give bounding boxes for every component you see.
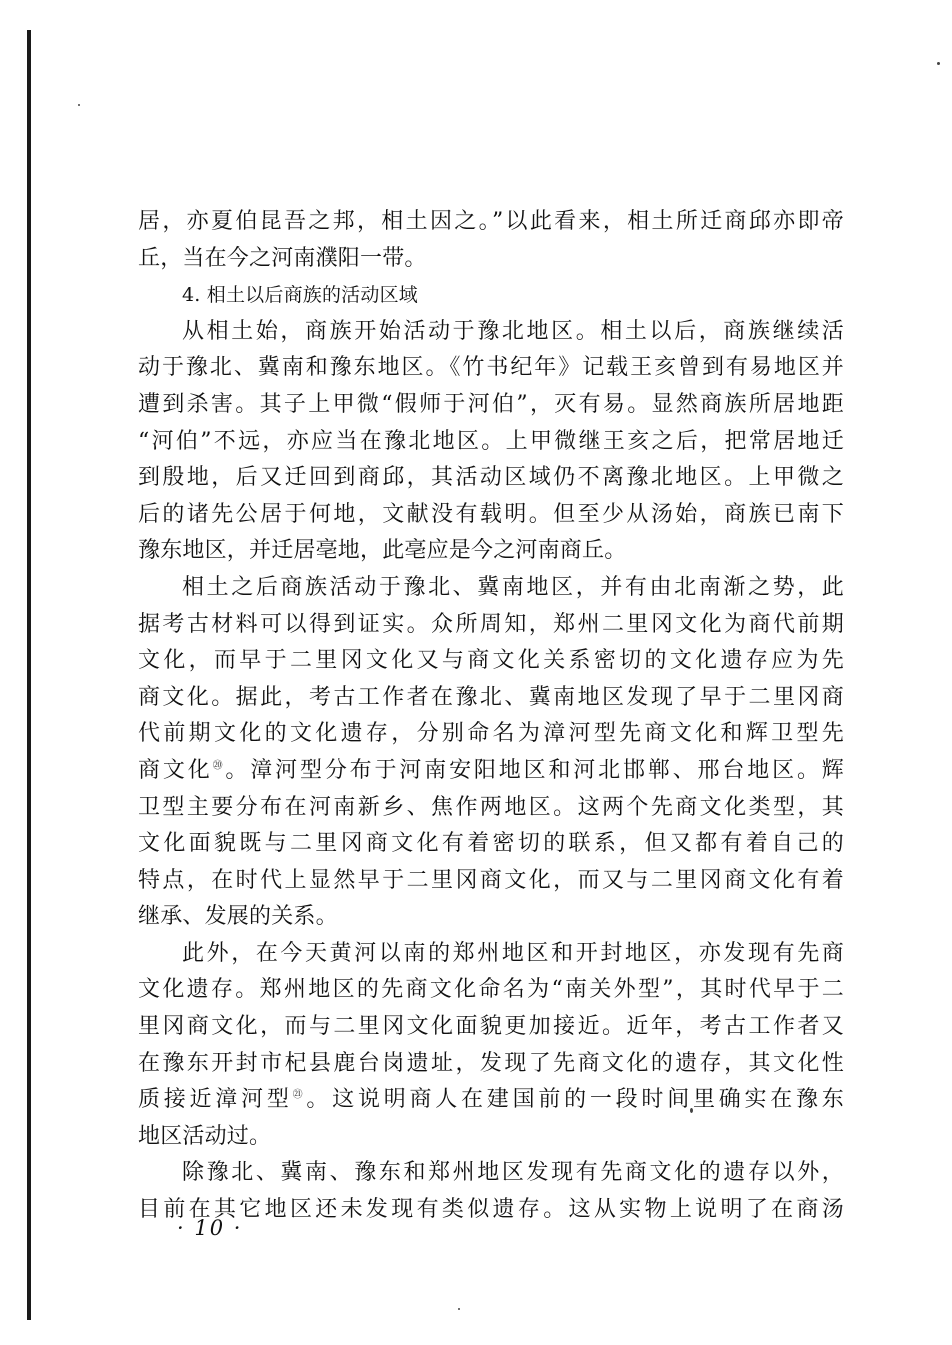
- heading-text: 4. 相土以后商族的活动区域: [182, 284, 418, 307]
- text-segment: 商文化: [138, 757, 213, 783]
- paragraph: [138, 936, 844, 1156]
- footnote-marker: ⑳: [212, 760, 226, 772]
- paragraph: [138, 314, 844, 570]
- paragraph: [138, 570, 844, 936]
- text-segment: 质接近漳河型: [138, 1087, 293, 1113]
- text-line: 相土之后商族活动于豫北、冀南地区，并有由北南渐之势，此: [182, 574, 844, 600]
- text-line: 文化，而早于二里冈文化又与商文化关系密切的文化遗存应为先: [138, 648, 844, 674]
- text-line: 特点，在时代上显然早于二里冈商文化，而又与二里冈商文化有着: [138, 867, 844, 893]
- text-line: 到殷地，后又迁回到商邱，其活动区域仍不离豫北地区。上甲微之: [138, 465, 844, 491]
- text-line: 卫型主要分布在河南新乡、焦作两地区。这两个先商文化类型，其: [138, 794, 844, 820]
- text-line: 除豫北、冀南、豫东和郑州地区发现有先商文化的遗存以外，: [182, 1160, 844, 1186]
- footnote-marker: ㉑: [292, 1089, 307, 1101]
- paragraph: [138, 204, 844, 277]
- text-line: “河伯”不远，亦应当在豫北地区。上甲微继王亥之后，把常居地迁: [138, 428, 844, 454]
- text-segment: 。这说明商人在建国前的一段时间里确实在豫东: [306, 1087, 845, 1113]
- text-line: 从相土始，商族开始活动于豫北地区。相土以后，商族继续活: [182, 318, 844, 344]
- scan-speck: [78, 104, 80, 106]
- text-line: 豫东地区，并迁居亳地，此亳应是今之河南商丘。: [138, 538, 627, 564]
- text-line: 目前在其它地区还未发现有类似遗存。这从实物上说明了在商汤: [138, 1197, 844, 1223]
- text-line: 后的诸先公居于何地，文献没有载明。但至少从汤始，商族已南下: [138, 501, 844, 527]
- text-segment: 。漳河型分布于河南安阳地区和河北邯郸、邢台地区。辉: [225, 757, 844, 783]
- scan-speck: [458, 1308, 460, 1310]
- text-line: 动于豫北、冀南和豫东地区。《竹书纪年》记载王亥曾到有易地区并: [138, 355, 844, 381]
- text-line: 遭到杀害。其子上甲微“假师于河伯”，灭有易。显然商族所居地距: [138, 391, 844, 417]
- text-line: 在豫东开封市杞县鹿台岗遗址，发现了先商文化的遗存，其文化性: [138, 1050, 844, 1076]
- binding-edge: [27, 30, 31, 1320]
- text-line: 丘，当在今之河南濮阳一带。: [138, 245, 427, 271]
- paragraph: [138, 1155, 844, 1228]
- text-line: [138, 1082, 844, 1119]
- text-line: [138, 753, 844, 790]
- scan-speck: [937, 62, 940, 65]
- body-text: [138, 204, 844, 1229]
- text-line: 据考古材料可以得到证实。众所周知，郑州二里冈文化为商代前期: [138, 611, 844, 637]
- section-heading: [138, 277, 844, 314]
- text-line: 此外，在今天黄河以南的郑州地区和开封地区，亦发现有先商: [182, 940, 844, 966]
- text-line: 商文化。据此，考古工作者在豫北、冀南地区发现了早于二里冈商: [138, 684, 844, 710]
- text-line: 居，亦夏伯昆吾之邦，相土因之。”以此看来，相土所迁商邱亦即帝: [138, 209, 844, 234]
- text-line: 代前期文化的文化遗存，分别命名为漳河型先商文化和辉卫型先: [138, 721, 844, 747]
- text-line: 地区活动过。: [138, 1123, 272, 1149]
- page-number: · 10 ·: [177, 1216, 243, 1240]
- text-line: 继承、发展的关系。: [138, 904, 338, 930]
- text-line: 里冈商文化，而与二里冈文化面貌更加接近。近年，考古工作者又: [138, 1014, 844, 1040]
- text-line: 文化面貌既与二里冈商文化有着密切的联系，但又都有着自己的: [138, 831, 844, 857]
- text-line: 文化遗存。郑州地区的先商文化命名为“南关外型”，其时代早于二: [138, 977, 844, 1003]
